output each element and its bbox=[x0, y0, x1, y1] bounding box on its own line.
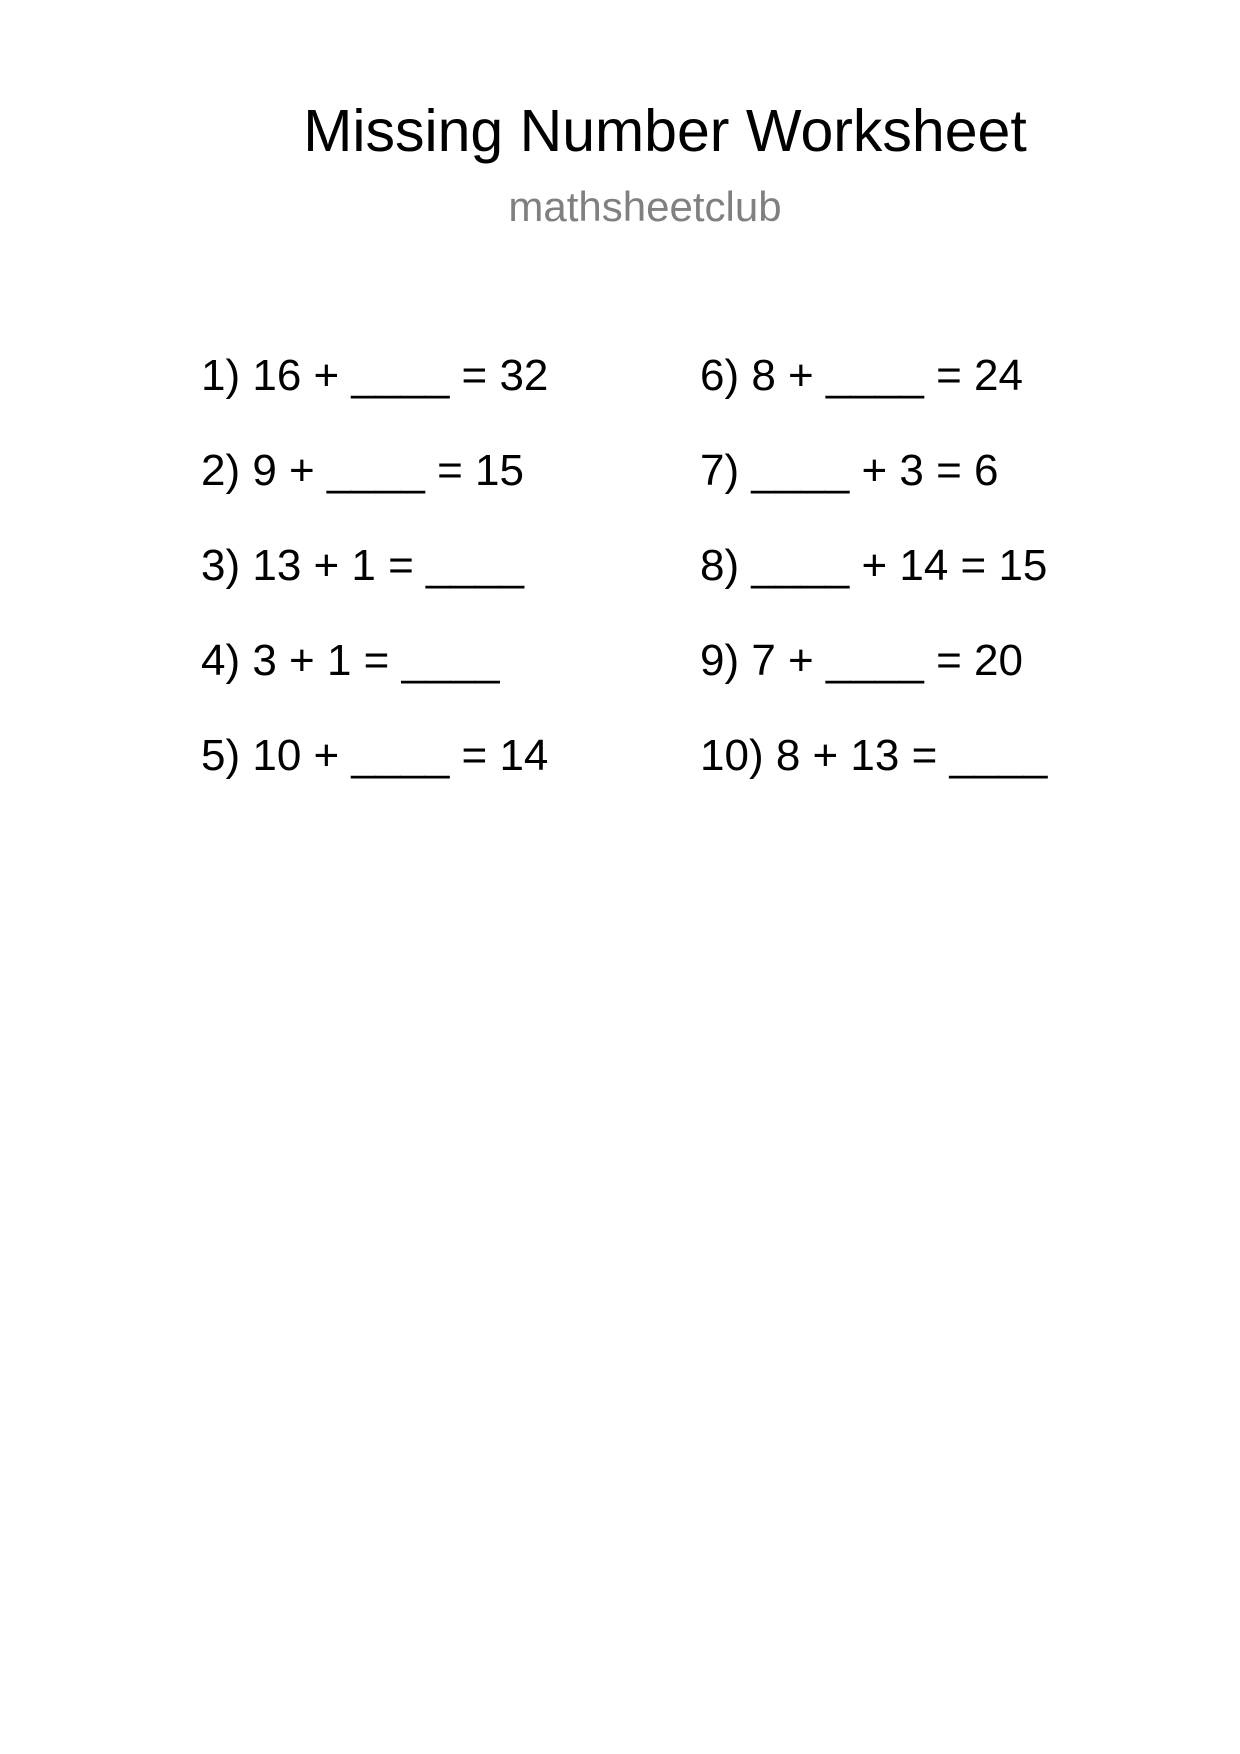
problem-1: 1) 16 + ____ = 32 bbox=[201, 351, 549, 400]
problem-8: 8) ____ + 14 = 15 bbox=[700, 541, 1048, 590]
problems-left-column bbox=[201, 350, 548, 825]
problem-6: 6) 8 + ____ = 24 bbox=[700, 351, 1023, 400]
problem-5: 5) 10 + ____ = 14 bbox=[201, 731, 549, 780]
problems-right-column bbox=[700, 350, 1047, 825]
worksheet-subtitle: mathsheetclub bbox=[508, 183, 782, 230]
problem-3: 3) 13 + 1 = ____ bbox=[201, 541, 524, 590]
problem-4: 4) 3 + 1 = ____ bbox=[201, 636, 500, 685]
worksheet-title: Missing Number Worksheet bbox=[303, 98, 1027, 164]
problem-9: 9) 7 + ____ = 20 bbox=[700, 636, 1023, 685]
problem-10: 10) 8 + 13 = ____ bbox=[700, 731, 1048, 780]
problem-7: 7) ____ + 3 = 6 bbox=[700, 446, 999, 495]
problem-2: 2) 9 + ____ = 15 bbox=[201, 446, 524, 495]
